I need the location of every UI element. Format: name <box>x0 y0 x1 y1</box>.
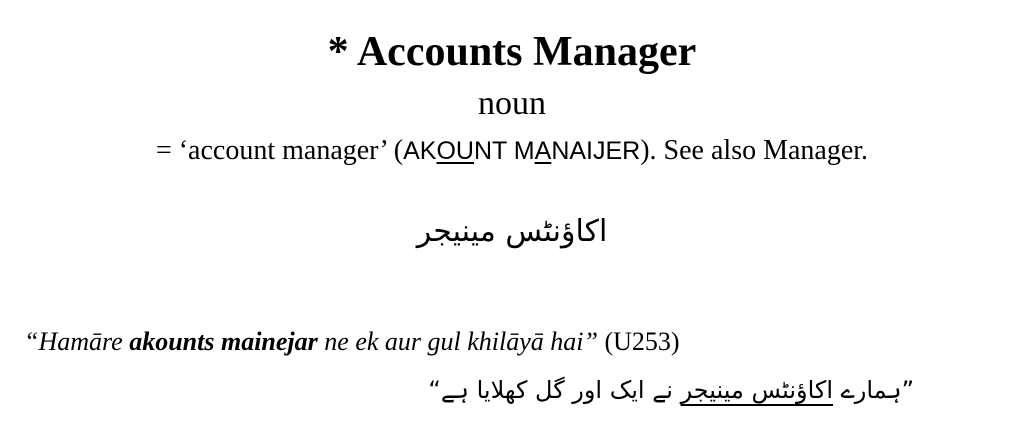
pron-part-1: AK <box>403 137 437 165</box>
pron-part-3: NT M <box>473 137 535 165</box>
pron-stress-2: A <box>534 137 552 165</box>
urdu-headword: اکاؤنٹس مینیجر <box>416 214 608 249</box>
definition-suffix: ). See also Manager. <box>640 135 869 166</box>
pron-stress-1: OU <box>436 137 474 165</box>
example-reference: (U253) <box>597 327 680 356</box>
example-quote <box>24 327 598 356</box>
example-open: “Hamāre <box>24 327 130 356</box>
pronunciation <box>403 137 640 165</box>
example-sentence <box>24 326 680 358</box>
urdu-example <box>428 372 914 408</box>
example-highlight: akounts mainejar <box>129 327 318 356</box>
pron-part-5: NAIJER <box>551 137 641 165</box>
definition <box>0 134 1024 168</box>
example-rest: ne ek aur gul khilāyā hai” <box>317 327 598 356</box>
part-of-speech: noun <box>478 85 546 122</box>
urdu-example-rest: نے ایک اور گل کھلایا ہے“ <box>428 376 681 404</box>
definition-prefix: = ‘account manager’ ( <box>155 135 404 166</box>
urdu-example-open: ”ہمارے <box>833 376 914 404</box>
urdu-example-highlight: اکاؤنٹس مینیجر <box>680 376 834 404</box>
headword: * Accounts Manager <box>327 29 697 75</box>
